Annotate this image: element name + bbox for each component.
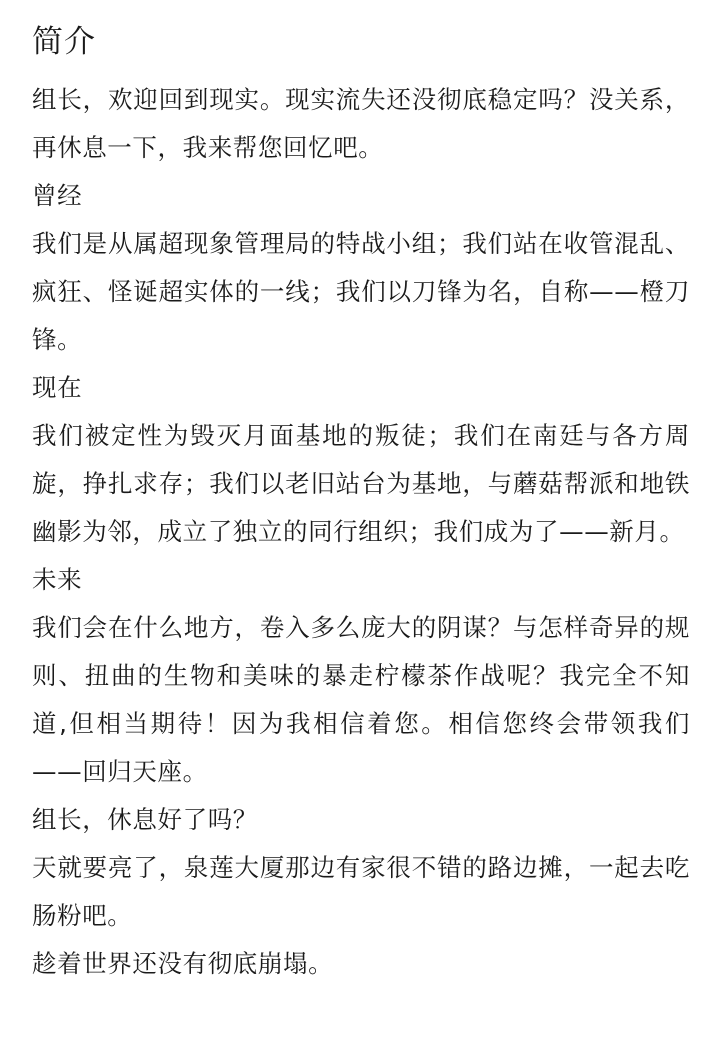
heading-past: 曾经 (32, 181, 83, 210)
page-title: 简介 (32, 24, 96, 60)
paragraph-closing: 趁着世界还没有彻底崩塌。 (32, 949, 334, 978)
paragraph-rest-question: 组长，休息好了吗？ (32, 805, 258, 834)
paragraph-welcome: 组长，欢迎回到现实。现实流失还没彻底稳定吗？没关系，再休息一下，我来帮您回忆吧。 (32, 85, 690, 162)
paragraph-past: 我们是从属超现象管理局的特战小组；我们站在收管混乱、疯狂、怪诞超实体的一线；我们以刀锋为名，自称——橙刀锋。 (32, 229, 690, 354)
paragraph-dawn: 天就要亮了，泉莲大厦那边有家很不错的路边摊，一起去吃肠粉吧。 (32, 853, 690, 930)
paragraph-future: 我们会在什么地方，卷入多么庞大的阴谋？与怎样奇异的规则、扭曲的生物和美味的暴走柠檬茶作战呢？我完全不知道,但相当期待！因为我相信着您。相信您终会带领我们——回归天座。 (32, 613, 690, 786)
heading-future: 未来 (32, 565, 83, 594)
heading-present: 现在 (32, 373, 83, 402)
paragraph-present: 我们被定性为毁灭月面基地的叛徒；我们在南廷与各方周旋，挣扎求存；我们以老旧站台为基地，与蘑菇帮派和地铁幽影为邻，成立了独立的同行组织；我们成为了——新月。 (32, 421, 690, 546)
intro-body (32, 76, 690, 988)
